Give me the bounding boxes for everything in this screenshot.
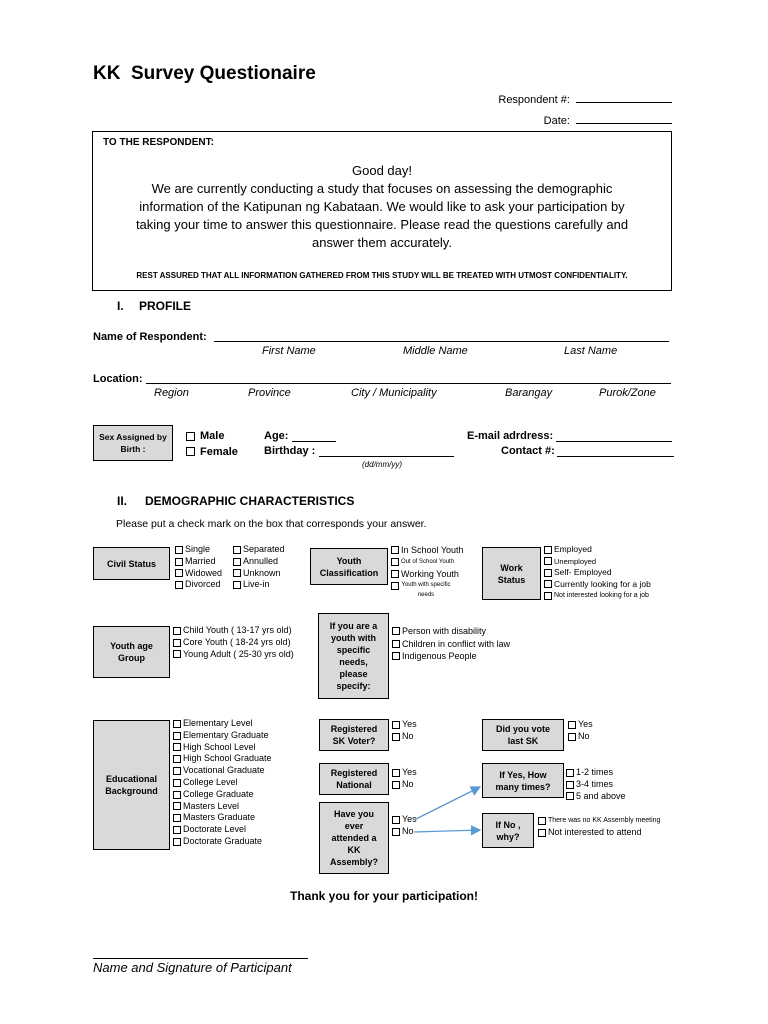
intro-body: We are currently conducting a study that focuses on assessing the demographic information of the Katipunan ng Kabataan. We would like to ask your participation by taking your time to answer this questionnaire. Please read the questions carefully and answer them accurately. (135, 181, 629, 250)
educational-background-box: Educational Background (93, 720, 170, 850)
option-employed[interactable]: Employed (544, 544, 651, 556)
location-label: Location: (93, 373, 143, 385)
option-not-interested-job[interactable]: Not interested looking for a job (544, 590, 651, 602)
greeting-line: Good day! (352, 163, 412, 178)
option-divorced[interactable]: Divorced (175, 579, 222, 591)
profile-section-numeral: I. (117, 299, 124, 313)
email-label: E-mail adrdress: (467, 430, 554, 442)
option-looking-for-job[interactable]: Currently looking for a job (544, 579, 651, 591)
why-not-box: If No , why? (482, 813, 534, 848)
option-youth-specific-needs[interactable]: Youth with specific needs (391, 580, 464, 600)
option-high-school-level[interactable]: High School Level (173, 742, 272, 754)
to-respondent-heading: TO THE RESPONDENT: (103, 137, 214, 148)
option-no-meeting[interactable]: There was no KK Assembly meeting (538, 815, 660, 827)
page-title: KK Survey Questionaire (93, 63, 316, 84)
contact-label: Contact #: (501, 445, 555, 457)
option-masters-graduate[interactable]: Masters Graduate (173, 812, 272, 824)
option-national-no[interactable]: No (392, 779, 417, 791)
instruction-text: Please put a check mark on the box that corresponds your answer. (116, 518, 427, 530)
confidentiality-note: REST ASSURED THAT ALL INFORMATION GATHERED FROM THIS STUDY WILL BE TREATED WITH UTMOST CONFIDENTIALITY. (136, 271, 628, 280)
sex-option-female[interactable]: Female (186, 445, 238, 461)
option-college-level[interactable]: College Level (173, 777, 272, 789)
barangay-caption: Barangay (505, 387, 553, 399)
sex-assigned-box: Sex Assigned by Birth : (93, 425, 173, 461)
option-high-school-graduate[interactable]: High School Graduate (173, 753, 272, 765)
demographics-section-numeral: II. (117, 494, 128, 508)
option-national-yes[interactable]: Yes (392, 767, 417, 779)
option-married[interactable]: Married (175, 556, 222, 568)
option-masters-level[interactable]: Masters Level (173, 801, 272, 813)
youth-age-group-box: Youth age Group (93, 626, 170, 678)
how-many-times-box: If Yes, How many times? (482, 763, 564, 798)
region-caption: Region (154, 387, 189, 399)
arrow-no-to-why (414, 830, 480, 832)
option-voted-yes[interactable]: Yes (568, 719, 593, 731)
option-doctorate-level[interactable]: Doctorate Level (173, 824, 272, 836)
option-widowed[interactable]: Widowed (175, 568, 222, 580)
option-core-youth[interactable]: Core Youth ( 18-24 yrs old) (173, 637, 294, 649)
option-vocational-graduate[interactable]: Vocational Graduate (173, 765, 272, 777)
birthday-format: (dd/mm/yy) (362, 460, 402, 469)
signature-line[interactable] (93, 958, 308, 959)
option-person-with-disability[interactable]: Person with disability (392, 625, 510, 638)
option-not-interested-attend[interactable]: Not interested to attend (538, 827, 660, 839)
thank-you-message: Thank you for your participation! (289, 889, 478, 903)
option-indigenous-people[interactable]: Indigenous People (392, 650, 510, 663)
respondent-number-label: Respondent #: (498, 94, 570, 106)
profile-section-heading: PROFILE (139, 299, 192, 313)
option-single[interactable]: Single (175, 544, 222, 556)
date-label: Date: (543, 115, 570, 127)
purok-caption: Purok/Zone (599, 387, 656, 399)
option-children-conflict-law[interactable]: Children in conflict with law (392, 638, 510, 651)
option-5-above[interactable]: 5 and above (566, 791, 626, 803)
option-elementary-graduate[interactable]: Elementary Graduate (173, 730, 272, 742)
registered-national-box: Registered National (319, 763, 389, 795)
registered-sk-voter-box: Registered SK Voter? (319, 719, 389, 751)
option-sk-no[interactable]: No (392, 731, 417, 743)
option-working-youth[interactable]: Working Youth (391, 568, 464, 580)
demographics-section-heading: DEMOGRAPHIC CHARACTERISTICS (145, 494, 355, 508)
option-college-graduate[interactable]: College Graduate (173, 789, 272, 801)
option-child-youth[interactable]: Child Youth ( 13-17 yrs old) (173, 625, 294, 637)
option-voted-no[interactable]: No (568, 731, 593, 743)
birthday-label: Birthday : (264, 445, 316, 457)
civil-status-box: Civil Status (93, 547, 170, 580)
signature-label: Name and Signature of Participant (93, 960, 292, 975)
option-live-in[interactable]: Live-in (233, 579, 285, 591)
option-out-of-school-youth[interactable]: Out of School Youth (391, 556, 464, 568)
middle-name-caption: Middle Name (403, 345, 468, 357)
option-young-adult[interactable]: Young Adult ( 25-30 yrs old) (173, 649, 294, 661)
name-of-respondent-label: Name of Respondent: (93, 331, 207, 343)
option-3-4-times[interactable]: 3-4 times (566, 779, 626, 791)
vote-last-sk-box: Did you vote last SK (482, 719, 564, 751)
province-caption: Province (248, 387, 291, 399)
option-separated[interactable]: Separated (233, 544, 285, 556)
sex-option-male[interactable]: Male (186, 429, 238, 445)
option-unemployed[interactable]: Unemployed (544, 556, 651, 568)
age-label: Age: (264, 430, 289, 442)
last-name-caption: Last Name (564, 345, 618, 357)
option-in-school-youth[interactable]: In School Youth (391, 544, 464, 556)
option-unknown[interactable]: Unknown (233, 568, 285, 580)
option-attended-no[interactable]: No (392, 826, 417, 838)
option-doctorate-graduate[interactable]: Doctorate Graduate (173, 836, 272, 848)
first-name-caption: First Name (262, 345, 316, 357)
city-caption: City / Municipality (351, 387, 437, 399)
option-self-employed[interactable]: Self- Employed (544, 567, 651, 579)
option-elementary-level[interactable]: Elementary Level (173, 718, 272, 730)
option-attended-yes[interactable]: Yes (392, 814, 417, 826)
option-sk-yes[interactable]: Yes (392, 719, 417, 731)
attended-kk-assembly-box: Have you ever attended a KK Assembly? (319, 802, 389, 874)
specific-needs-box: If you are a youth with specific needs, please specify: (318, 613, 389, 699)
option-1-2-times[interactable]: 1-2 times (566, 767, 626, 779)
option-annulled[interactable]: Annulled (233, 556, 285, 568)
arrow-yes-to-how-many (414, 787, 480, 820)
work-status-box: Work Status (482, 547, 541, 600)
youth-classification-box: Youth Classification (310, 548, 388, 585)
